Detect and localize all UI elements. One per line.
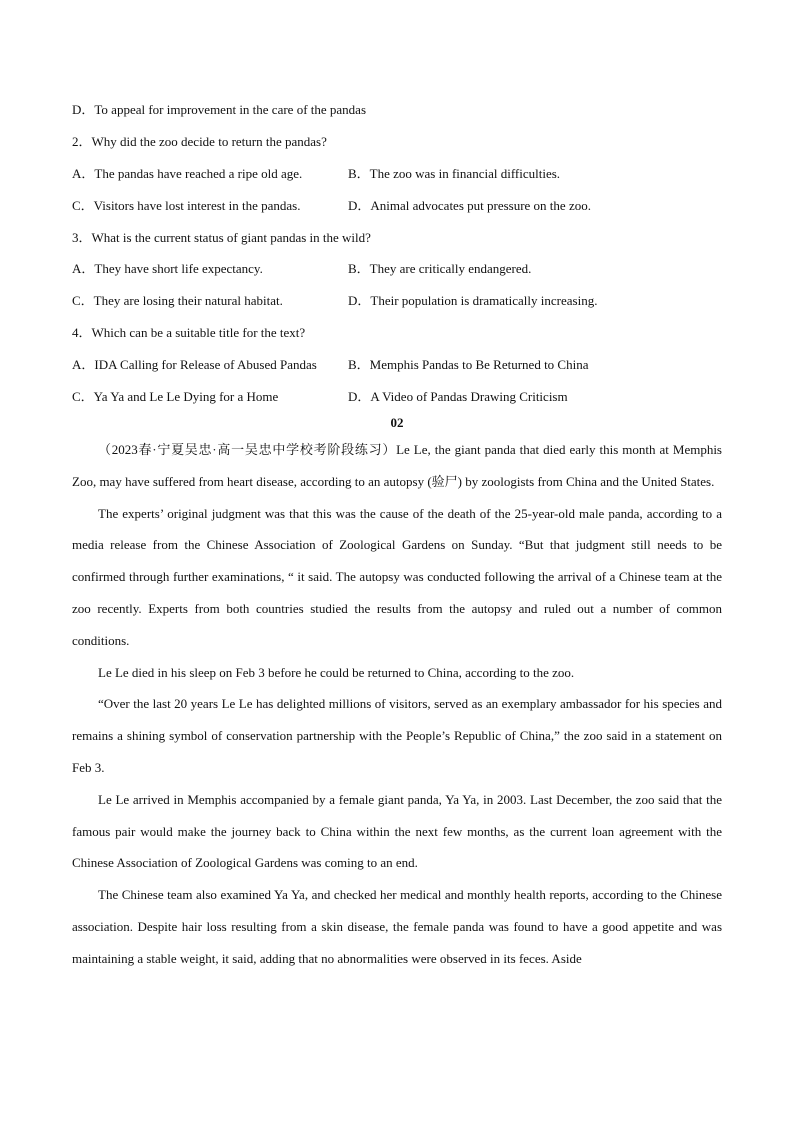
q4-option-d: D．A Video of Pandas Drawing Criticism	[348, 389, 568, 404]
q3-option-b: B．They are critically endangered.	[348, 261, 532, 276]
passage-paragraph-1: （2023春·宁夏吴忠·高一吴忠中学校考阶段练习）Le Le, the giant panda that died early this month at Memphis Zoo, may have suffered from heart disease, according to an autopsy (验尸) by zoologists from China and the United States.	[72, 442, 722, 489]
q3-option-c: C．They are losing their natural habitat.	[72, 293, 283, 308]
passage	[72, 434, 722, 975]
passage-paragraph-2: The experts’ original judgment was that this was the cause of the death of the 25-year-old male panda, according to a media release from the Chinese Association of Zoological Gardens on Sunday. “But that judgment still needs to be confirmed through further examinations, “ it said. The autopsy was conducted following the arrival of a Chinese team at the zoo recently. Experts from both countries studied the results from the autopsy and ruled out a number of common conditions.	[72, 505, 722, 648]
q2-option-d: D．Animal advocates put pressure on the zoo.	[348, 198, 591, 213]
q2-option-c: C．Visitors have lost interest in the pandas.	[72, 198, 301, 213]
q4-option-a: A．IDA Calling for Release of Abused Pandas	[72, 357, 317, 372]
section-number: 02	[390, 415, 404, 430]
q4-option-c: C．Ya Ya and Le Le Dying for a Home	[72, 389, 279, 404]
q3-stem: 3．What is the current status of giant pandas in the wild?	[72, 230, 371, 245]
q4-stem: 4．Which can be a suitable title for the text?	[72, 325, 306, 340]
q3-option-d: D．Their population is dramatically increasing.	[348, 293, 598, 308]
q2-stem: 2．Why did the zoo decide to return the pandas?	[72, 134, 327, 149]
q4-option-b: B．Memphis Pandas to Be Returned to China	[348, 357, 589, 372]
passage-paragraph-6: The Chinese team also examined Ya Ya, and checked her medical and monthly health reports, according to the Chinese association. Despite hair loss resulting from a skin disease, the female panda was found to have a good appetite and was maintaining a stable weight, it said, adding that no abnormalities were observed in its feces. Aside	[72, 887, 722, 966]
passage-paragraph-5: Le Le arrived in Memphis accompanied by a female giant panda, Ya Ya, in 2003. Last December, the zoo said that the famous pair would make the journey back to China within the next few months, as the current loan agreement with the Chinese Association of Zoological Gardens was coming to an end.	[72, 791, 722, 871]
q3-option-a: A．They have short life expectancy.	[72, 261, 263, 276]
passage-paragraph-4: “Over the last 20 years Le Le has delighted millions of visitors, served as an exemplary ambassador for his species and remains a shining symbol of conservation partnership with the People’s Republic of China,” the zoo said in a statement on Feb 3.	[72, 696, 722, 775]
passage-paragraph-3: Le Le died in his sleep on Feb 3 before he could be returned to China, according to the zoo.	[98, 664, 575, 680]
q1-option-d: D．To appeal for improvement in the care of the pandas	[72, 102, 367, 117]
q2-option-a: A．The pandas have reached a ripe old age.	[72, 166, 303, 181]
q2-option-b: B．The zoo was in financial difficulties.	[348, 166, 561, 181]
